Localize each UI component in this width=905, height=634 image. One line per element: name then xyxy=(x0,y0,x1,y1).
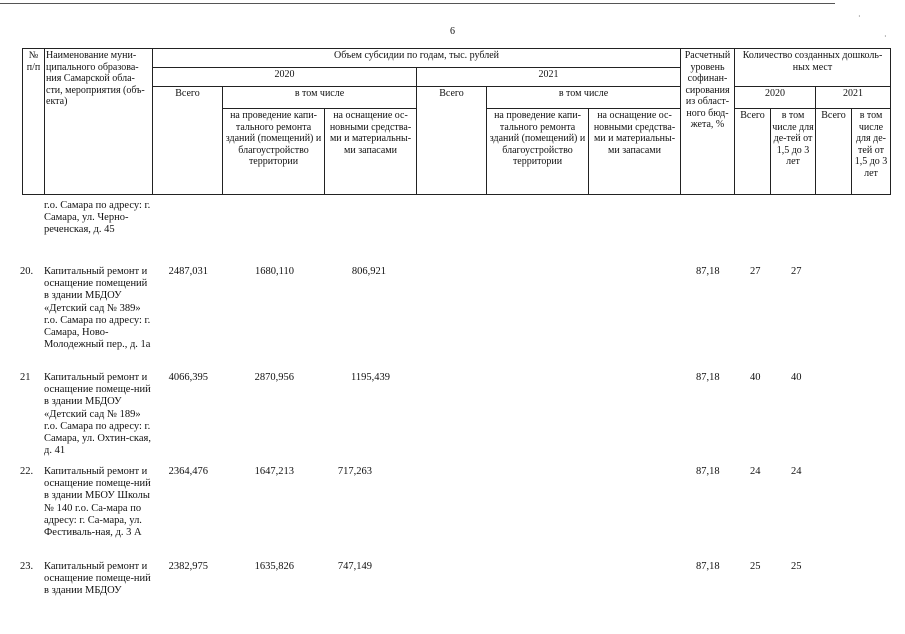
header-including-2020: в том числе xyxy=(223,87,417,109)
row-number: 22. xyxy=(20,466,34,477)
row-places-2020: 24 xyxy=(750,466,761,477)
header-equip-2020: на оснащение ос-новными средства-ми и материальны-ми запасами xyxy=(325,109,417,195)
row-number: 21 xyxy=(20,372,31,383)
header-places-2020: 2020 xyxy=(735,87,816,109)
row-total-2020: 2364,476 xyxy=(168,466,208,477)
row-total-2020: 2487,031 xyxy=(168,266,208,277)
row-cofinancing: 87,18 xyxy=(696,372,720,383)
header-repair-2021: на проведение капи-тального ремонта зданий (помещений) и благоустройство территории xyxy=(487,109,589,195)
header-places-2021: 2021 xyxy=(816,87,891,109)
header-places-small-2020: в том числе для де-тей от 1,5 до 3 лет xyxy=(771,109,816,195)
row-total-2020: 2382,975 xyxy=(168,561,208,572)
row-places-2020: 25 xyxy=(750,561,761,572)
continued-name: г.о. Самара по адресу: г. Самара, ул. Черно-реченская, д. 45 xyxy=(44,200,151,236)
row-repair-2020: 1635,826 xyxy=(254,561,294,572)
row-cofinancing: 87,18 xyxy=(696,561,720,572)
header-total-2020: Всего xyxy=(153,87,223,195)
row-cofinancing: 87,18 xyxy=(696,466,720,477)
row-places-small-2020: 25 xyxy=(791,561,802,572)
header-subsidy: Объем субсидии по годам, тыс. рублей xyxy=(153,49,681,68)
row-number: 23. xyxy=(20,561,34,572)
row-total-2020: 4066,395 xyxy=(168,372,208,383)
header-places-total-2021: Всего xyxy=(816,109,852,195)
scan-speck: · xyxy=(858,12,861,21)
header-cofinancing: Расчетный уровень софинан-сирования из област-ного бюд-жета, % xyxy=(681,49,735,195)
row-equip-2020: 747,149 xyxy=(337,561,372,572)
header-including-2021: в том числе xyxy=(487,87,681,109)
header-places: Количество созданных дошколь-ных мест xyxy=(735,49,891,87)
row-places-small-2020: 24 xyxy=(791,466,802,477)
row-places-2020: 27 xyxy=(750,266,761,277)
header-places-total-2020: Всего xyxy=(735,109,771,195)
row-repair-2020: 2870,956 xyxy=(254,372,294,383)
top-border-line xyxy=(0,3,835,4)
row-cofinancing: 87,18 xyxy=(696,266,720,277)
header-repair-2020: на проведение капи-тального ремонта зданий (помещений) и благоустройство территории xyxy=(223,109,325,195)
row-places-small-2020: 27 xyxy=(791,266,802,277)
page-number: 6 xyxy=(450,26,455,37)
row-name: Капитальный ремонт и оснащение помещений в здании МБДОУ «Детский сад № 389» г.о. Самара по адресу: г. Самара, Ново-Молодежный пер., д. 1а xyxy=(44,266,151,351)
row-places-small-2020: 40 xyxy=(791,372,802,383)
header-total-2021: Всего xyxy=(417,87,487,195)
subsidy-table-header xyxy=(22,48,891,195)
row-equip-2020: 806,921 xyxy=(351,266,386,277)
header-name: Наименование муни-ципального образова-ния Самарской обла-сти, мероприятия (объ-екта) xyxy=(45,49,153,195)
header-places-small-2021: в том числе для де-тей от 1,5 до 3 лет xyxy=(852,109,891,195)
row-equip-2020: 717,263 xyxy=(337,466,372,477)
row-equip-2020: 1195,439 xyxy=(351,372,390,383)
header-equip-2021: на оснащение ос-новными средства-ми и материальны-ми запасами xyxy=(589,109,681,195)
header-year-2020: 2020 xyxy=(153,68,417,87)
row-places-2020: 40 xyxy=(750,372,761,383)
row-name: Капитальный ремонт и оснащение помеще-ний в здании МБДОУ xyxy=(44,561,151,597)
scan-speck: · xyxy=(884,32,887,41)
row-name: Капитальный ремонт и оснащение помеще-ний в здании МБОУ Школы № 140 г.о. Са-мара по адресу: г. Са-мара, ул. Фестиваль-ная, д. 3 А xyxy=(44,466,151,539)
row-repair-2020: 1680,110 xyxy=(255,266,294,277)
row-number: 20. xyxy=(20,266,34,277)
header-number: № п/п xyxy=(23,49,45,195)
header-year-2021: 2021 xyxy=(417,68,681,87)
row-repair-2020: 1647,213 xyxy=(254,466,294,477)
row-name: Капитальный ремонт и оснащение помеще-ний в здании МБДОУ «Детский сад № 189» г.о. Самара по адресу: г. Самара, ул. Охтин-ская, д. 41 xyxy=(44,372,151,457)
